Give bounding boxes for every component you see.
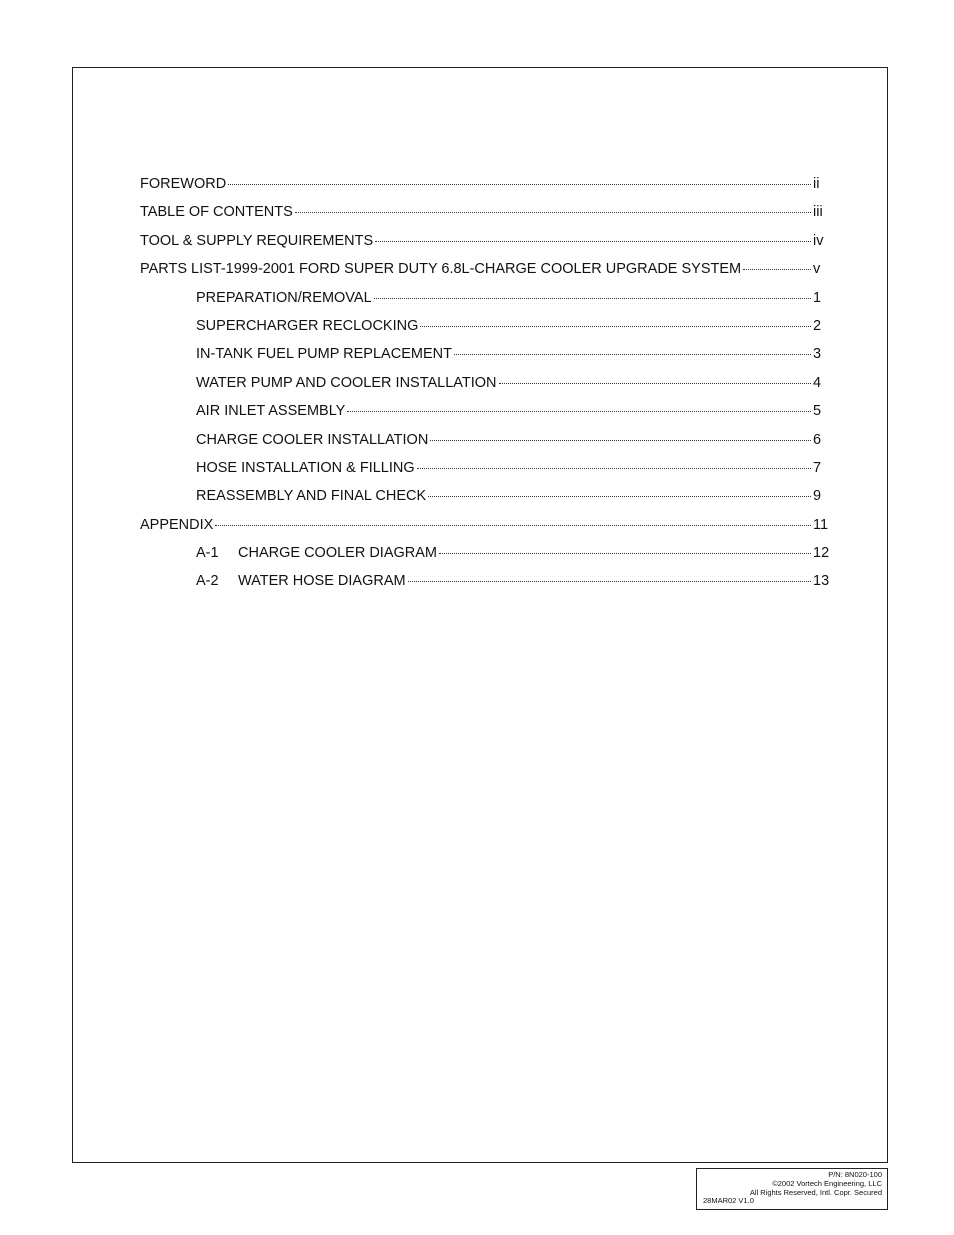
toc-entry-page-number: 11 bbox=[813, 516, 829, 533]
toc-entry-title: SUPERCHARGER RECLOCKING bbox=[196, 317, 419, 334]
footer-version: 28MAR02 V1.0 bbox=[703, 1196, 754, 1206]
toc-dot-leader bbox=[417, 467, 811, 469]
toc-dot-leader bbox=[430, 439, 811, 441]
toc-entry[interactable] bbox=[140, 460, 830, 488]
toc-entry-title: AIR INLET ASSEMBLY bbox=[196, 403, 346, 420]
toc-entry-title: PARTS LIST-1999-2001 FORD SUPER DUTY 6.8L-CHARGE COOLER UPGRADE SYSTEM bbox=[140, 261, 742, 278]
toc-entry-page-number: 1 bbox=[813, 289, 822, 306]
toc-entry[interactable] bbox=[140, 204, 830, 232]
toc-entry[interactable] bbox=[140, 290, 830, 318]
toc-entry-title: REASSEMBLY AND FINAL CHECK bbox=[196, 488, 427, 505]
toc-entry-page-number: 7 bbox=[813, 459, 822, 476]
toc-entry[interactable] bbox=[140, 432, 830, 460]
toc-entry-page-number: 13 bbox=[813, 573, 830, 590]
toc-entry-page-number: 3 bbox=[813, 346, 822, 363]
toc-dot-leader bbox=[347, 410, 811, 412]
toc-entry[interactable] bbox=[140, 233, 830, 261]
toc-entry[interactable] bbox=[140, 261, 830, 289]
toc-entry-page-number: 12 bbox=[813, 545, 830, 562]
toc-dot-leader bbox=[375, 240, 811, 242]
toc-entry-title: PREPARATION/REMOVAL bbox=[196, 289, 372, 306]
toc-entry-prefix: A-2 bbox=[196, 573, 219, 590]
toc-entry-page-number: v bbox=[813, 261, 821, 278]
toc-entry-title: WATER HOSE DIAGRAM bbox=[238, 573, 406, 590]
toc-dot-leader bbox=[420, 325, 811, 327]
toc-dot-leader bbox=[439, 552, 811, 554]
document-footer bbox=[696, 1168, 888, 1210]
toc-dot-leader bbox=[215, 524, 811, 526]
table-of-contents bbox=[140, 176, 830, 602]
toc-entry-prefix: A-1 bbox=[196, 545, 219, 562]
toc-entry-page-number: 9 bbox=[813, 488, 822, 505]
toc-dot-leader bbox=[295, 211, 811, 213]
toc-entry-title: TABLE OF CONTENTS bbox=[140, 204, 293, 221]
toc-dot-leader bbox=[428, 495, 811, 497]
toc-entry-page-number: 6 bbox=[813, 431, 822, 448]
toc-entry[interactable] bbox=[140, 488, 830, 516]
toc-entry[interactable] bbox=[140, 375, 830, 403]
toc-entry[interactable] bbox=[140, 176, 830, 204]
toc-entry-title: TOOL & SUPPLY REQUIREMENTS bbox=[140, 232, 374, 249]
footer-part-number: P/N: 8N020-100 bbox=[828, 1170, 882, 1179]
toc-entry-title: IN-TANK FUEL PUMP REPLACEMENT bbox=[196, 346, 452, 363]
toc-entry-title: APPENDIX bbox=[140, 516, 214, 533]
toc-entry-title: WATER PUMP AND COOLER INSTALLATION bbox=[196, 374, 497, 391]
toc-entry-title: CHARGE COOLER DIAGRAM bbox=[238, 545, 437, 562]
toc-entry-page-number: 2 bbox=[813, 317, 822, 334]
toc-dot-leader bbox=[228, 183, 811, 185]
toc-dot-leader bbox=[499, 382, 811, 384]
toc-entry[interactable] bbox=[140, 346, 830, 374]
toc-entry[interactable] bbox=[140, 545, 830, 573]
toc-entry-title: FOREWORD bbox=[140, 176, 227, 192]
toc-entry-title: CHARGE COOLER INSTALLATION bbox=[196, 431, 429, 448]
toc-entry[interactable] bbox=[140, 403, 830, 431]
toc-entry-title: HOSE INSTALLATION & FILLING bbox=[196, 459, 415, 476]
toc-entry[interactable] bbox=[140, 517, 830, 545]
toc-entry-page-number: 4 bbox=[813, 374, 822, 391]
footer-copyright: ©2002 Vortech Engineering, LLC bbox=[772, 1178, 882, 1188]
toc-entry[interactable] bbox=[140, 318, 830, 346]
toc-entry-page-number: ii bbox=[813, 176, 820, 192]
toc-entry-page-number: iv bbox=[813, 232, 824, 249]
toc-dot-leader bbox=[374, 297, 811, 299]
toc-dot-leader bbox=[454, 353, 811, 355]
toc-dot-leader bbox=[408, 580, 811, 582]
toc-entry-page-number: 5 bbox=[813, 403, 822, 420]
toc-dot-leader bbox=[743, 268, 811, 270]
toc-entry-page-number: iii bbox=[813, 204, 823, 221]
toc-entry[interactable] bbox=[140, 573, 830, 601]
footer-rights: All Rights Reserved, Intl. Copr. Secured bbox=[749, 1187, 882, 1197]
